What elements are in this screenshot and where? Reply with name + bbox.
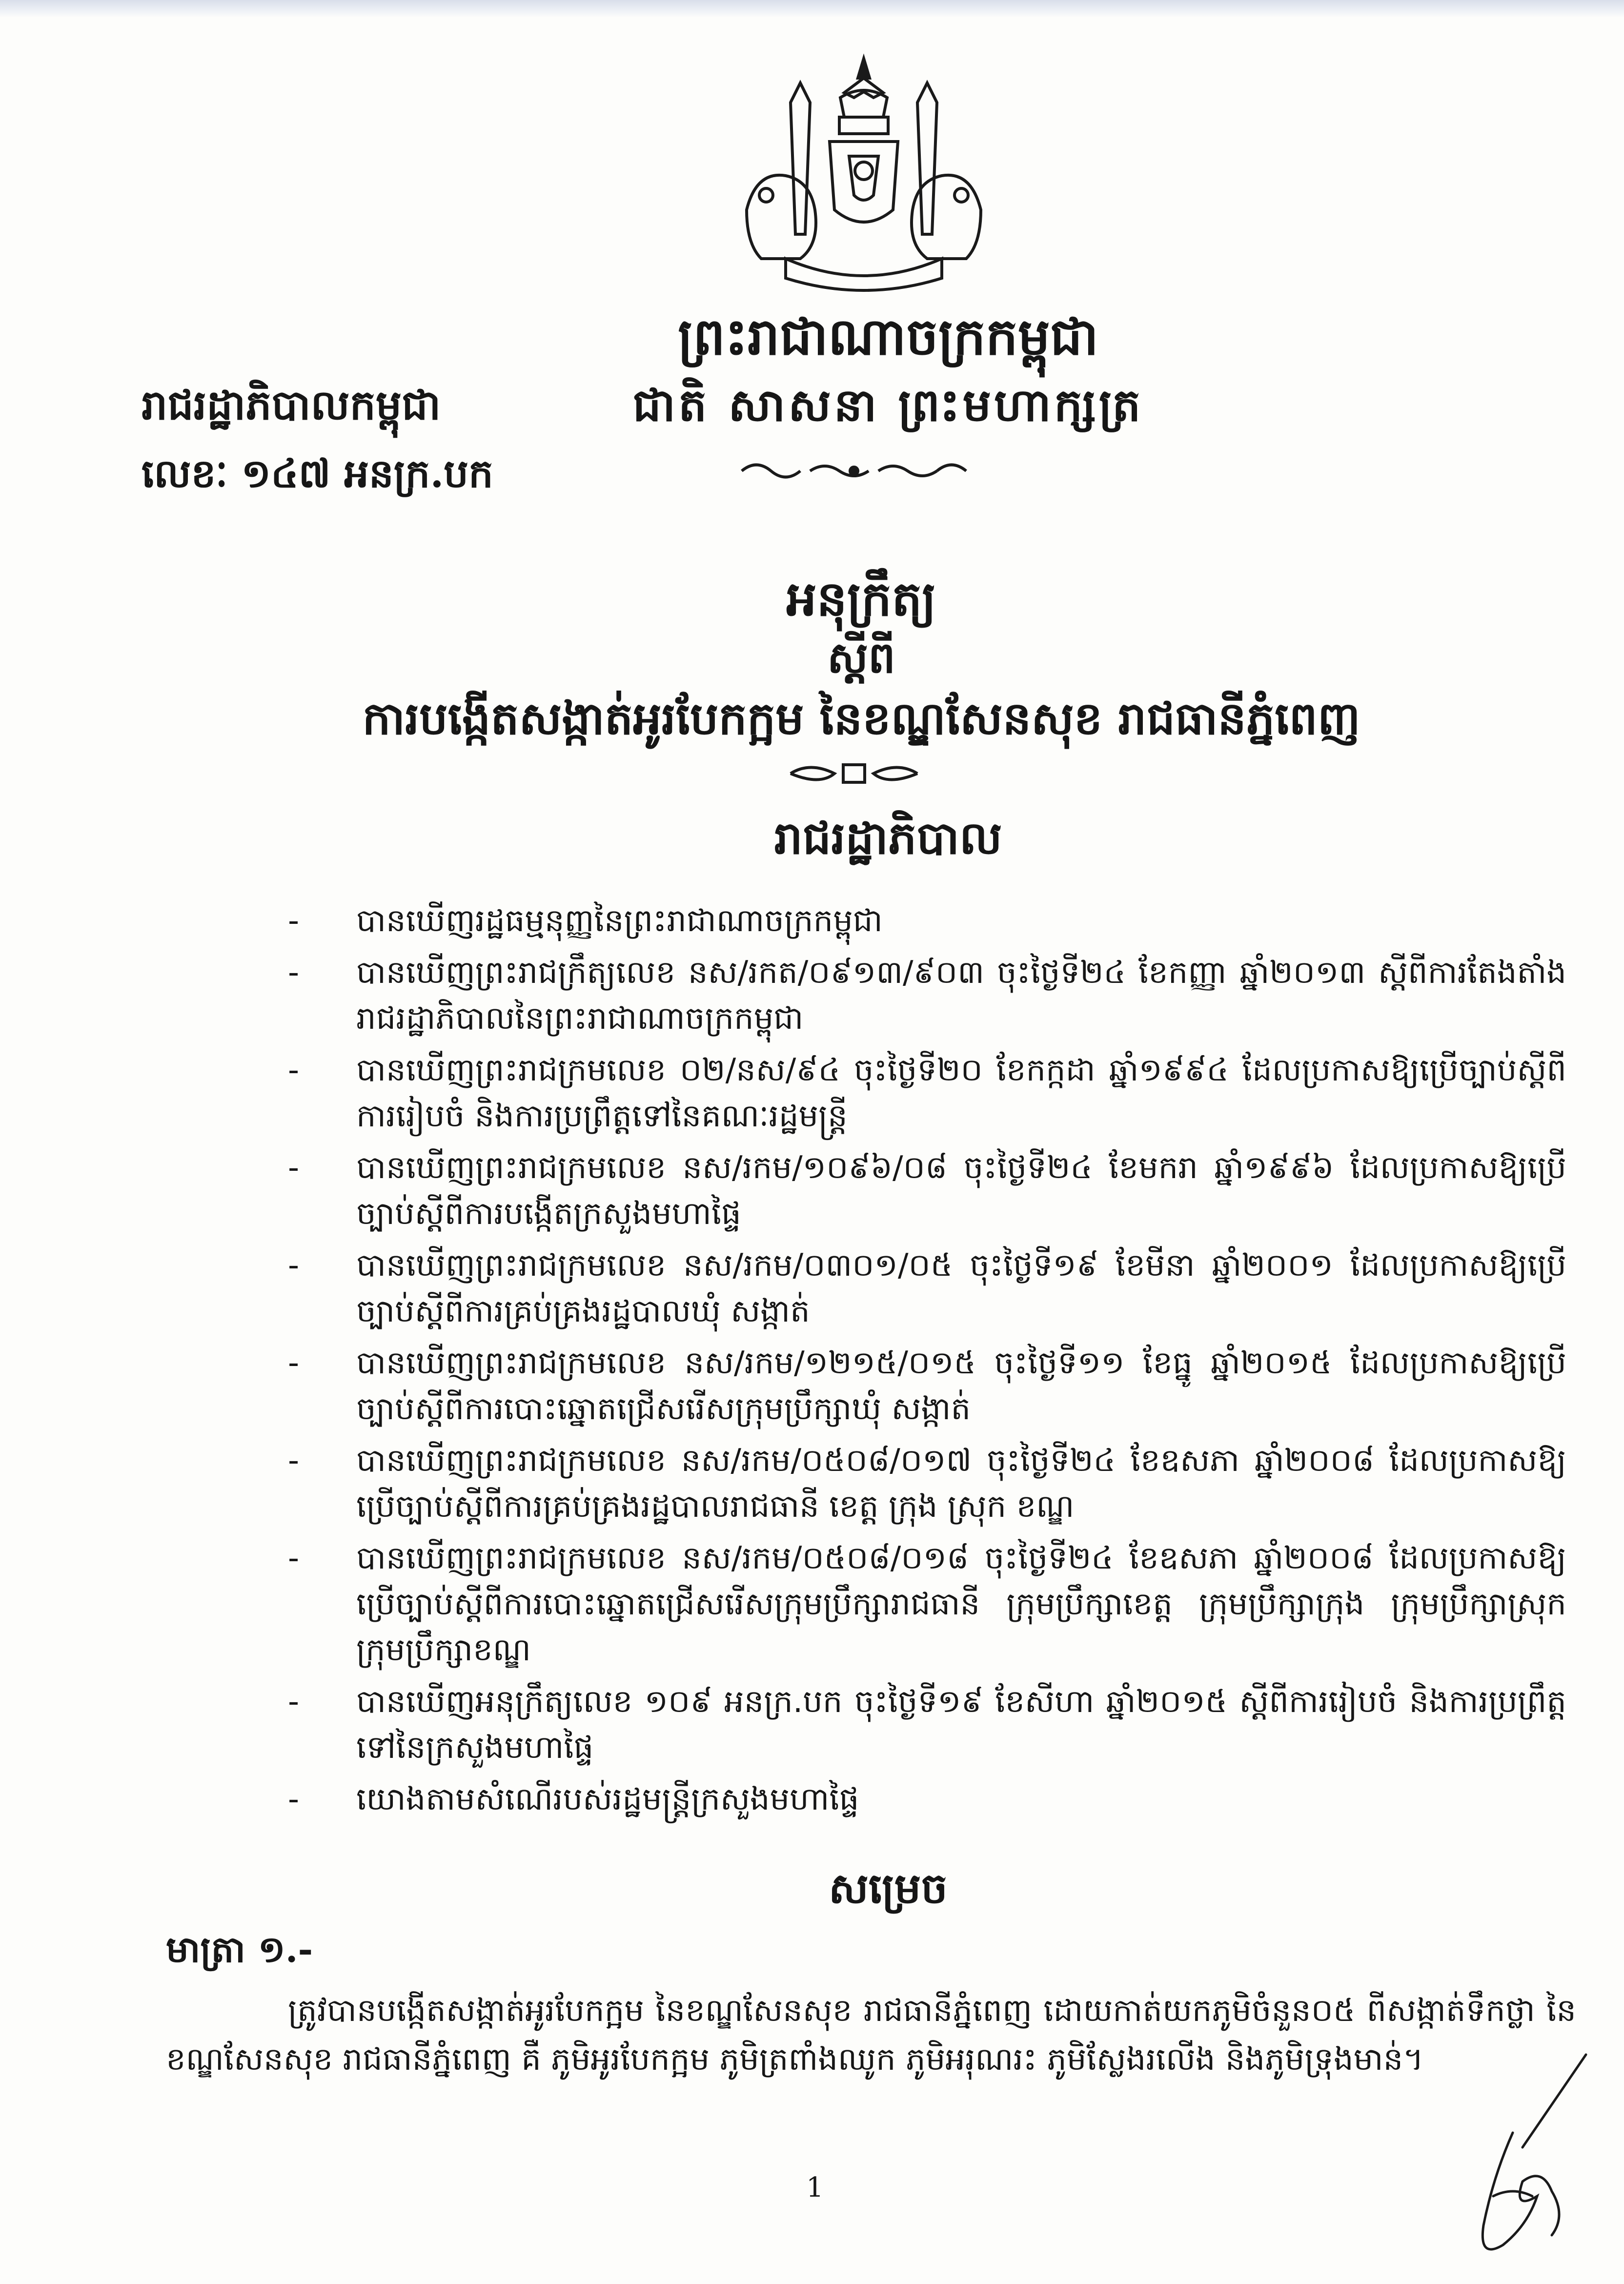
list-item xyxy=(288,1145,1566,1237)
document-type: អនុក្រឹត្យ xyxy=(786,571,936,627)
recital-text: បានឃើញអនុក្រឹត្យលេខ ១០៩ អនក្រ.បក ចុះថ្ងៃទី១៩ ខែសីហា ឆ្នាំ២០១៥ ស្តីពីការរៀបចំ និងការប្រព្រឹត្តទៅនៃក្រសួងមហាផ្ទៃ xyxy=(356,1684,1566,1766)
recital-text: បានឃើញព្រះរាជក្រមលេខ នស/រកម/១២១៥/០១៥ ចុះថ្ងៃទី១១ ខែធ្នូ ឆ្នាំ២០១៥ ដែលប្រកាសឱ្យប្រើច្បាប់ស្តីពីការបោះឆ្នោតជ្រើសរើសក្រុមប្រឹក្សាឃុំ សង្កាត់ xyxy=(356,1345,1566,1427)
recital-text: បានឃើញព្រះរាជក្រមលេខ នស/រកម/០៣០១/០៥ ចុះថ្ងៃទី១៩ ខែមីនា ឆ្នាំ២០០១ ដែលប្រកាសឱ្យប្រើច្បាប់ស្តីពីការគ្រប់គ្រងរដ្ឋបាលឃុំ សង្កាត់ xyxy=(356,1247,1566,1329)
list-item xyxy=(288,898,1566,944)
document-subject: ការបង្កើតសង្កាត់អូរបែកក្អម នៃខណ្ឌសែនសុខ រាជធានីភ្នំពេញ xyxy=(362,692,1360,745)
list-marker: - xyxy=(288,1684,300,1720)
national-motto: ជាតិ សាសនា ព្រះមហាក្សត្រ xyxy=(632,379,1144,431)
recital-text: បានឃើញព្រះរាជក្រមលេខ នស/រកម/០៥០៨/០១៨ ចុះថ្ងៃទី២៤ ខែឧសភា ឆ្នាំ២០០៨ ដែលប្រកាសឱ្យប្រើច្បាប់ស្តីពីការបោះឆ្នោតជ្រើសរើសក្រុមប្រឹក្សារាជធានី ក្រុមប្រឹក្សាខេត្ត ក្រុមប្រឹក្សាក្រុង ក្រុមប្រឹក្សាស្រុក ក្រុមប្រឹក្សាខណ្ឌ xyxy=(356,1540,1566,1668)
list-marker: - xyxy=(288,1781,300,1817)
list-marker: - xyxy=(288,1345,300,1381)
list-marker: - xyxy=(288,1540,300,1576)
list-item xyxy=(288,1776,1566,1822)
decorative-divider-icon xyxy=(786,759,922,788)
recital-text: បានឃើញព្រះរាជក្រឹត្យលេខ នស/រកត/០៩១៣/៩០៣ ចុះថ្ងៃទី២៤ ខែកញ្ញា ឆ្នាំ២០១៣ ស្តីពីការតែងតាំងរាជរដ្ឋាភិបាលនៃព្រះរាជាណាចក្រកម្ពុជា xyxy=(356,955,1566,1037)
decorative-flourish-icon xyxy=(737,454,971,488)
issuing-government: រាជរដ្ឋាភិបាលកម្ពុជា xyxy=(142,381,441,429)
recital-text: បានឃើញរដ្ឋធម្មនុញ្ញនៃព្រះរាជាណាចក្រកម្ពុជា xyxy=(356,903,883,939)
recital-text: យោងតាមសំណើរបស់រដ្ឋមន្ត្រីក្រសួងមហាផ្ទៃ xyxy=(356,1781,859,1817)
body-heading: រាជរដ្ឋាភិបាល xyxy=(774,812,1002,864)
handwritten-signature-icon xyxy=(1440,2050,1596,2269)
list-item xyxy=(288,950,1566,1041)
list-marker: - xyxy=(288,1150,300,1186)
reference-number: លេខៈ ១៤៧ អនក្រ.បក xyxy=(142,450,493,496)
recitals-list xyxy=(288,898,1566,1828)
list-marker: - xyxy=(288,955,300,991)
list-marker: - xyxy=(288,1247,300,1284)
page-number: 1 xyxy=(806,2172,824,2203)
decision-heading: សម្រេច xyxy=(829,1864,948,1913)
scan-edge-band xyxy=(0,0,1624,18)
article-label: មាត្រា ១.- xyxy=(166,1929,313,1971)
list-item xyxy=(288,1243,1566,1334)
recital-text: បានឃើញព្រះរាជក្រមលេខ នស/រកម/១០៩៦/០៨ ចុះថ្ងៃទី២៤ ខែមករា ឆ្នាំ១៩៩៦ ដែលប្រកាសឱ្យប្រើច្បាប់ស្តីពីការបង្កើតក្រសួងមហាផ្ទៃ xyxy=(356,1150,1566,1232)
list-item xyxy=(288,1438,1566,1529)
list-item xyxy=(288,1679,1566,1771)
list-marker: - xyxy=(288,1052,300,1088)
recital-text: បានឃើញព្រះរាជក្រមលេខ នស/រកម/០៥០៨/០១៧ ចុះថ្ងៃទី២៤ ខែឧសភា ឆ្នាំ២០០៨ ដែលប្រកាសឱ្យប្រើច្បាប់ស្តីពីការគ្រប់គ្រងរដ្ឋបាលរាជធានី ខេត្ត ក្រុង ស្រុក ខណ្ឌ xyxy=(356,1443,1566,1525)
list-item xyxy=(288,1340,1566,1432)
list-marker: - xyxy=(288,1443,300,1479)
royal-coat-of-arms-icon xyxy=(727,49,1000,303)
recital-text: បានឃើញព្រះរាជក្រមលេខ ០២/នស/៩៤ ចុះថ្ងៃទី២០ ខែកក្កដា ឆ្នាំ១៩៩៤ ដែលប្រកាសឱ្យប្រើច្បាប់ស្តីពីការរៀបចំ និងការប្រព្រឹត្តទៅនៃគណៈរដ្ឋមន្ត្រី xyxy=(356,1052,1566,1134)
kingdom-heading: ព្រះរាជាណាចក្រកម្ពុជា xyxy=(678,306,1098,367)
article-text: ត្រូវបានបង្កើតសង្កាត់អូរបែកក្អម នៃខណ្ឌសែនសុខ រាជធានីភ្នំពេញ ដោយកាត់យកភូមិចំនួន០៥ ពីសង្កាត់ទឹកថ្លា នៃខណ្ឌសែនសុខ រាជធានីភ្នំពេញ គឺ ភូមិអូរបែកក្អម ភូមិត្រពាំងឈូក ភូមិអរុណរះ ភូមិស្លែងរលើង និងភូមិទ្រុងមាន់។ xyxy=(166,1993,1576,2078)
list-item xyxy=(288,1047,1566,1139)
list-marker: - xyxy=(288,903,300,939)
document-about: ស្តីពី xyxy=(827,632,895,683)
list-item xyxy=(288,1535,1566,1673)
